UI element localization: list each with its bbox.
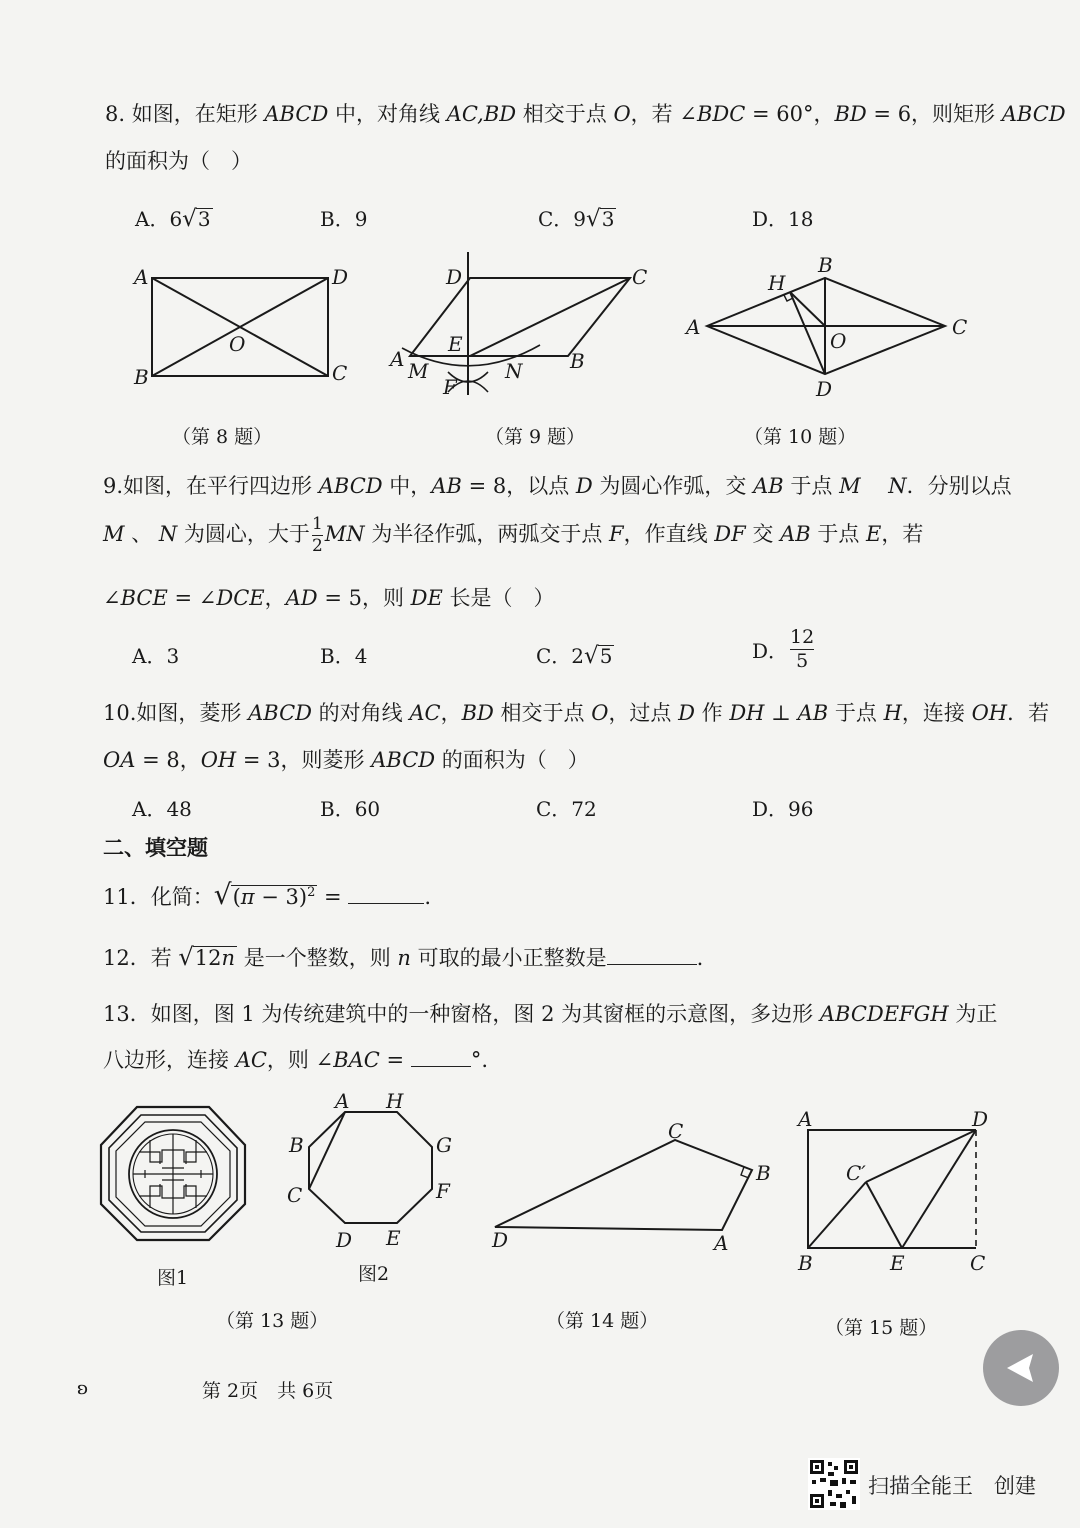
fig9-label-a: A [390,347,405,371]
fig14-label-c: C [668,1119,684,1143]
q9-option-b: B．4 [320,644,368,668]
oct-label-e: E [386,1226,401,1250]
fig10-label-h: H [768,271,786,295]
q8-option-b: B．9 [320,207,368,231]
caption-figure-15: （第 15 题） [825,1317,938,1339]
oct-label-a: A [335,1089,350,1113]
fig15-label-c: C [970,1251,986,1275]
fig10-label-d: D [816,377,833,401]
q9-line1: 9.如图，在平行四边形 ABCD 中，AB = 8，以点 D 为圆心作弧，交 AB 于点 M N．分别以点 [103,474,1012,498]
fig9-label-d: D [446,265,463,289]
fig14-label-b: B [756,1161,771,1185]
figure-1-label: 图1 [157,1267,189,1289]
watermark-text: 扫描全能王 创建 [868,1474,1036,1498]
fig8-label-b: B [134,365,149,389]
caption-figure-10: （第 10 题） [744,426,857,448]
q8-option-a: A．6√3 [135,206,211,232]
fraction-twelve-fifths: $\frac{12}{5}$ [790,626,815,672]
page-number: 第 2页 共 6页 [202,1380,334,1402]
caption-figure-9: （第 9 题） [485,426,586,448]
q9-line2: M 、 N 为圆心，大于 $\frac{1}{2}$ MN 为半径作弧，两弧交于点 F，作直线 DF 交 AB 于点 E，若 [103,514,924,556]
q8-line2: 的面积为（ ） [105,149,252,173]
q8-option-d: D．18 [752,207,814,231]
fig15-label-c-prime: C′ [846,1161,866,1185]
back-arrow-icon [983,1330,1059,1406]
q11-line: 11．化简：$√(\pi - 3)^2$ = . [103,878,432,911]
qr-code-icon [808,1458,860,1510]
fig14-label-a: A [714,1231,729,1255]
footer-mark: ʚ [77,1378,89,1399]
caption-figure-13: （第 13 题） [216,1310,329,1332]
fig14-label-d: D [492,1228,509,1252]
q13-line1: 13．如图，图 1 为传统建筑中的一种窗格，图 2 为其窗框的示意图，多边形 ABCDEFGH 为正 [103,1002,998,1026]
floating-back-button[interactable] [983,1330,1059,1406]
fig9-label-c: C [632,265,648,289]
fig10-label-a: A [686,315,701,339]
fig15-label-b: B [798,1251,813,1275]
fig9-label-f: F [443,375,457,399]
fig9-label-n: N [505,359,523,383]
fig10-label-o: O [830,329,847,353]
fig9-label-b: B [570,349,585,373]
fig8-label-a: A [134,265,149,289]
oct-label-b: B [289,1133,304,1157]
q10-option-c: C．72 [536,797,597,821]
fig15-label-e: E [890,1251,905,1275]
oct-label-h: H [386,1089,404,1113]
q8-option-c: C．9√3 [538,206,615,232]
q10-option-a: A．48 [132,797,192,821]
q10-option-b: B．60 [320,797,381,821]
q10-line1: 10.如图，菱形 ABCD 的对角线 AC，BD 相交于点 O，过点 D 作 DH ⊥ AB 于点 H，连接 OH．若 [103,701,1050,725]
fig10-label-b: B [818,253,833,277]
q9-line3: ∠BCE = ∠DCE，AD = 5，则 DE 长是（ ） [103,586,555,610]
q9-option-a: A．3 [132,644,180,668]
q10-option-d: D．96 [752,797,814,821]
oct-label-g: G [436,1133,452,1157]
fig8-label-o: O [229,332,246,356]
fraction-one-half: $\frac{1}{2}$ [311,514,323,556]
q9-option-d: D． $\frac{12}{5}$ [752,626,815,672]
q8-line1: 8. 如图，在矩形 ABCD 中，对角线 AC,BD 相交于点 O，若 ∠BDC = 60°，BD = 6，则矩形 ABCD [105,102,1066,126]
section-2-title: 二、填空题 [103,835,208,860]
fig10-label-c: C [952,315,968,339]
figure-2-label: 图2 [358,1263,390,1285]
oct-label-d: D [336,1228,353,1252]
oct-label-c: C [287,1183,303,1207]
fig15-label-d: D [972,1107,989,1131]
fig9-label-m: M [408,359,429,383]
fig8-label-d: D [332,265,349,289]
q9-option-c: C．2√5 [536,643,613,669]
q13-line2: 八边形，连接 AC，则 ∠BAC = °. [103,1048,489,1072]
fig8-label-c: C [332,361,348,385]
caption-figure-14: （第 14 题） [546,1310,659,1332]
fig15-label-a: A [798,1107,813,1131]
fig9-label-e: E [448,332,463,356]
q10-line2: OA = 8，OH = 3，则菱形 ABCD 的面积为（ ） [103,748,589,772]
q11-radicand: $(\pi - 3)^2$ [232,885,316,909]
oct-label-f: F [436,1179,450,1203]
q12-line: 12．若 √12n 是一个整数，则 n 可取的最小正整数是 . [103,943,704,971]
caption-figure-8: （第 8 题） [172,426,273,448]
